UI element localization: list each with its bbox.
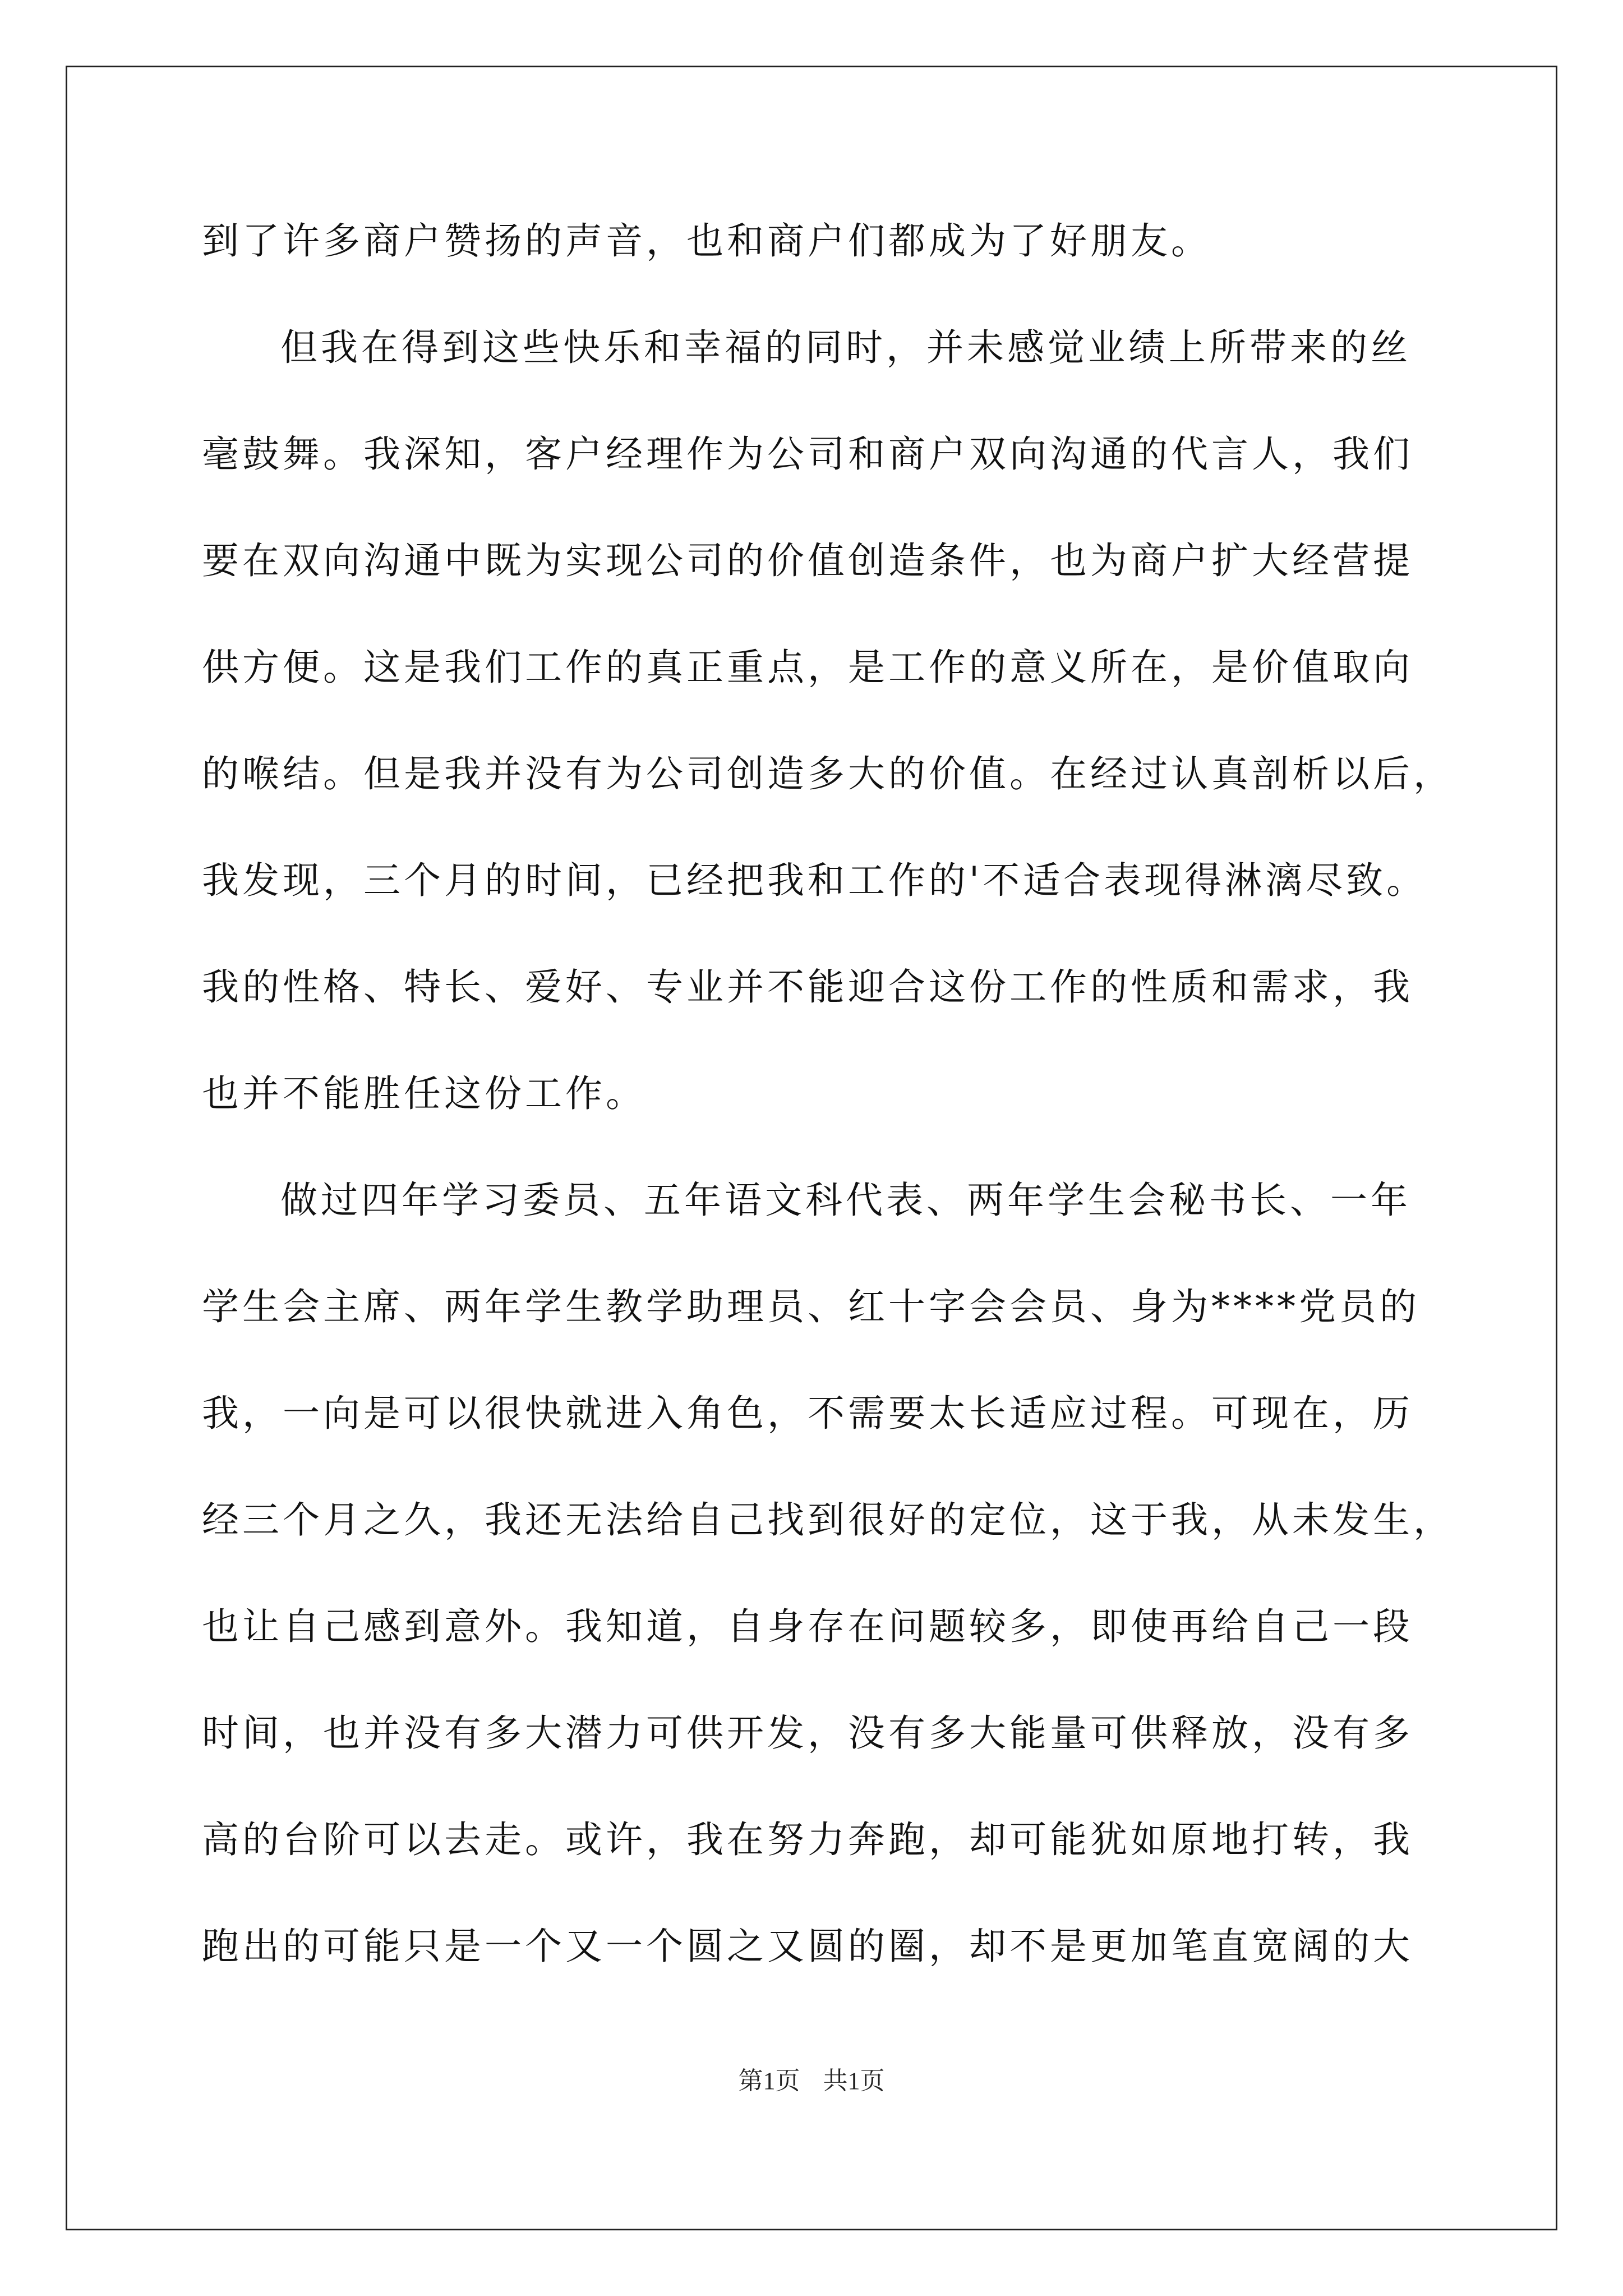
text-line: 我发现，三个月的时间，已经把我和工作的'不适合表现得淋漓尽致。 — [202, 859, 1427, 902]
text-line: 毫鼓舞。我深知，客户经理作为公司和商户双向沟通的代言人，我们 — [202, 432, 1413, 476]
text-line: 也让自己感到意外。我知道，自身存在问题较多，即使再给自己一段 — [202, 1605, 1413, 1648]
text-line: 时间，也并没有多大潜力可供开发，没有多大能量可供释放，没有多 — [202, 1711, 1413, 1755]
text-line: 供方便。这是我们工作的真正重点，是工作的意义所在，是价值取向 — [202, 646, 1413, 689]
text-line: 的喉结。但是我并没有为公司创造多大的价值。在经过认真剖析以后， — [202, 752, 1454, 795]
text-line: 跑出的可能只是一个又一个圆之又圆的圈，却不是更加笔直宽阔的大 — [202, 1925, 1413, 1968]
text-line: 高的台阶可以去走。或许，我在努力奔跑，却可能犹如原地打转，我 — [202, 1818, 1413, 1861]
paragraph-start-line: 但我在得到这些快乐和幸福的同时，并未感觉业绩上所带来的丝 — [280, 326, 1411, 369]
text-line: 经三个月之久，我还无法给自己找到很好的定位，这于我，从未发生， — [202, 1498, 1454, 1542]
text-line: 学生会主席、两年学生教学助理员、红十字会会员、身为****党员的 — [202, 1285, 1420, 1328]
text-line: 要在双向沟通中既为实现公司的价值创造条件，也为商户扩大经营提 — [202, 539, 1413, 582]
text-line: 我的性格、特长、爱好、专业并不能迎合这份工作的性质和需求，我 — [202, 965, 1413, 1009]
page-border — [66, 66, 1557, 2230]
text-line: 到了许多商户赞扬的声音，也和商户们都成为了好朋友。 — [202, 219, 1211, 263]
page-number-footer: 第1页 共1页 — [738, 2067, 885, 2095]
text-line: 也并不能胜任这份工作。 — [202, 1072, 646, 1115]
paragraph-start-line: 做过四年学习委员、五年语文科代表、两年学生会秘书长、一年 — [280, 1179, 1411, 1222]
text-line: 我，一向是可以很快就进入角色，不需要太长适应过程。可现在，历 — [202, 1392, 1413, 1435]
